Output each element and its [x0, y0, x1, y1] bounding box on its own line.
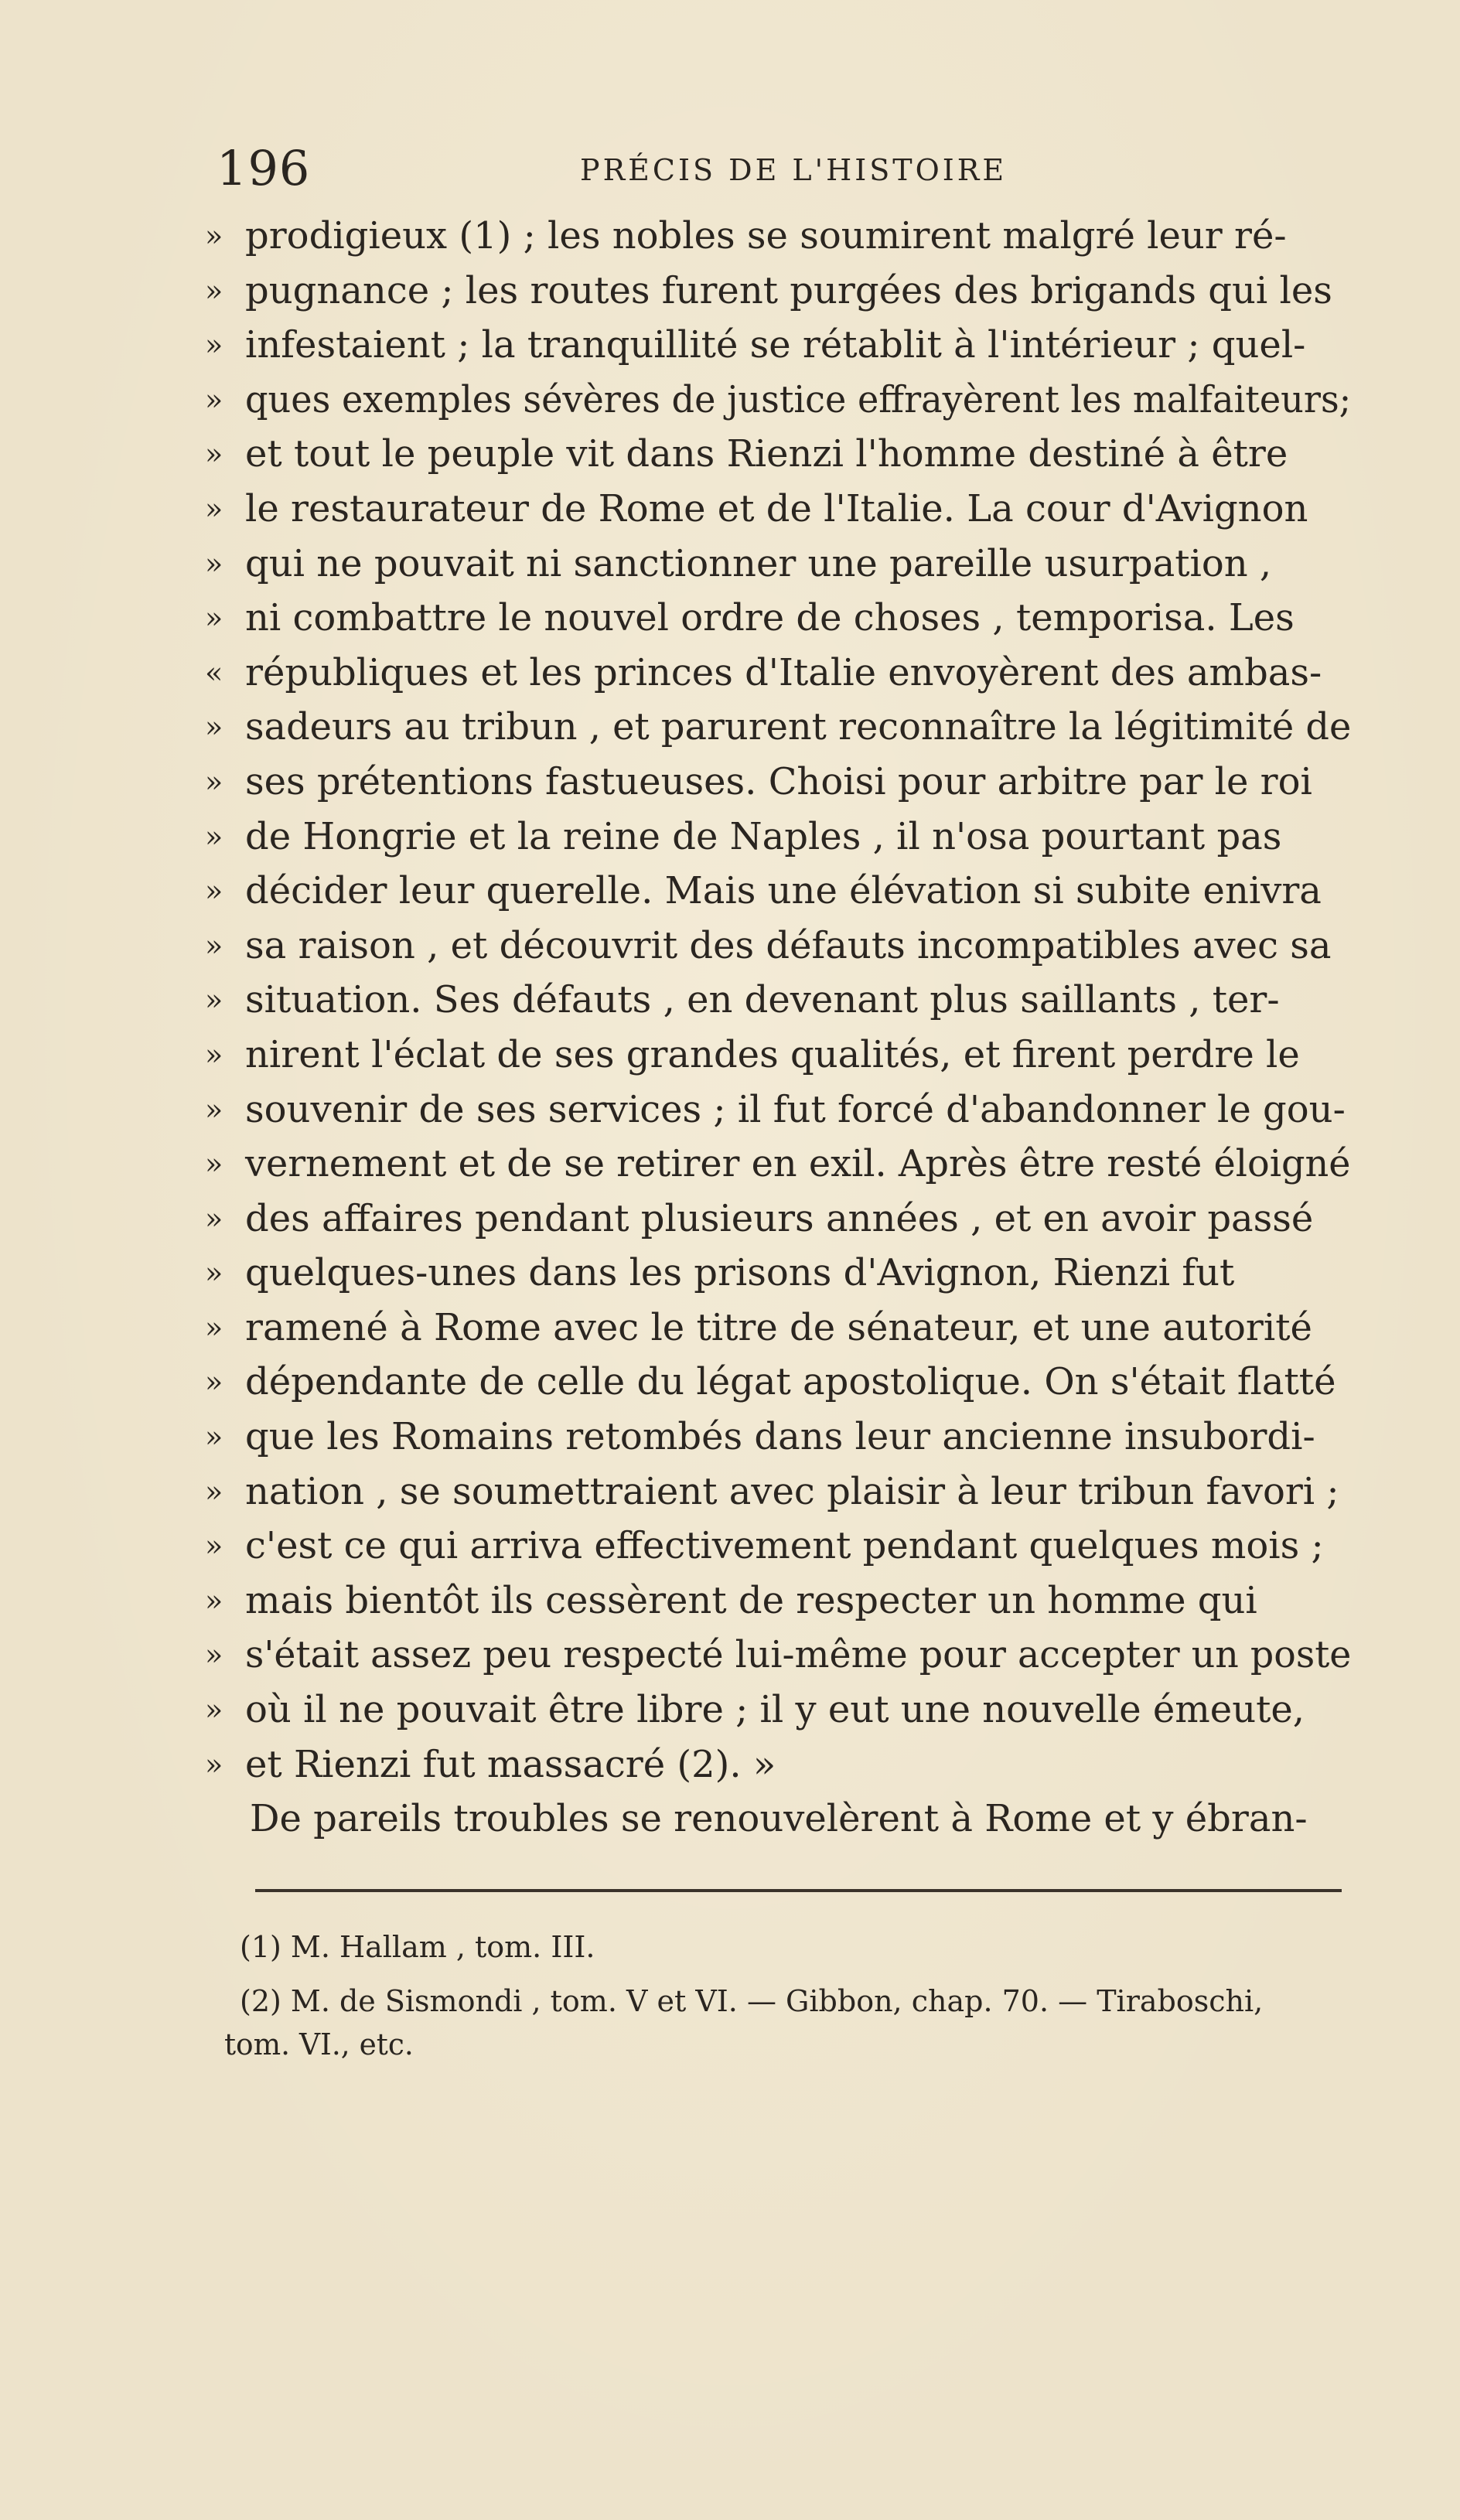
line-text: que les Romains retombés dans leur ancienne insubordi- [245, 1415, 1315, 1459]
line-text: qui ne pouvait ni sanctionner une pareille usurpation , [245, 541, 1272, 585]
text-line [205, 1301, 1349, 1355]
paragraph-start-line [205, 1792, 1349, 1847]
text-line [205, 1028, 1349, 1083]
line-text: dépendante de celle du légat apostolique. On s'était flatté [245, 1360, 1336, 1404]
text-line [205, 1683, 1349, 1737]
line-text: ramené à Rome avec le titre de sénateur, et une autorité [245, 1305, 1312, 1349]
quote-mark: » [205, 764, 223, 799]
text-line [205, 427, 1349, 482]
text-line [205, 1355, 1349, 1410]
quote-mark: » [205, 491, 223, 526]
text-line [205, 1465, 1349, 1519]
line-text: sa raison , et découvrit des défauts incompatibles avec sa [245, 923, 1332, 967]
line-text: des affaires pendant plusieurs années , et en avoir passé [245, 1196, 1314, 1240]
line-text: où il ne pouvait être libre ; il y eut une nouvelle émeute, [245, 1688, 1305, 1732]
text-line [205, 1246, 1349, 1301]
line-text: républiques et les princes d'Italie envoyèrent des ambas- [245, 650, 1322, 694]
line-text: pugnance ; les routes furent purgées des brigands qui les [245, 268, 1332, 312]
footnote-2-continued: tom. VI., etc. [224, 2027, 414, 2061]
quote-mark: » [205, 1310, 223, 1345]
quote-mark: » [205, 928, 223, 963]
quote-mark: » [205, 874, 223, 909]
quote-mark: » [205, 1256, 223, 1291]
text-line [205, 1628, 1352, 1683]
text-line [205, 646, 1349, 701]
footnote-rule [255, 1889, 1342, 1892]
line-text: nation , se soumettraient avec plaisir à leur tribun favori ; [245, 1469, 1339, 1513]
line-text: c'est ce qui arriva effectivement pendant quelques mois ; [245, 1524, 1324, 1568]
text-line [205, 591, 1349, 646]
line-text: ses prétentions fastueuses. Choisi pour arbitre par le roi [245, 759, 1312, 803]
quote-mark: » [205, 1583, 223, 1618]
running-title: PRÉCIS DE L'HISTOIRE [580, 153, 1008, 187]
text-line [205, 1410, 1349, 1465]
text-line [205, 537, 1349, 592]
text-line [205, 919, 1349, 974]
body-text [205, 209, 1352, 1847]
page-number: 196 [217, 140, 311, 196]
text-line [205, 482, 1349, 537]
line-text: De pareils troubles se renouvelèrent à Rome et y ébran- [250, 1797, 1308, 1841]
line-text: ques exemples sévères de justice effrayèrent les malfaiteurs; [245, 377, 1352, 421]
text-line [205, 700, 1352, 755]
line-text: ni combattre le nouvel ordre de choses , temporisa. Les [245, 596, 1295, 640]
text-line [205, 1137, 1349, 1192]
line-text: quelques-unes dans les prisons d'Avignon, Rienzi fut [245, 1251, 1235, 1295]
text-line [205, 318, 1349, 373]
quote-mark: « [205, 655, 223, 690]
line-text: sadeurs au tribun , et parurent reconnaître la légitimité de [245, 705, 1352, 749]
quote-mark: » [205, 437, 223, 472]
text-line [205, 209, 1349, 264]
line-text: infestaient ; la tranquillité se rétablit à l'intérieur ; quel- [245, 323, 1306, 367]
quote-mark: » [205, 1420, 223, 1454]
line-text: vernement et de se retirer en exil. Après être resté éloigné [245, 1142, 1351, 1186]
text-line [205, 755, 1349, 810]
line-text: nirent l'éclat de ses grandes qualités, et firent perdre le [245, 1032, 1300, 1076]
quote-mark: » [205, 1037, 223, 1072]
quote-mark: » [205, 1365, 223, 1400]
quote-mark: » [205, 1529, 223, 1563]
line-text: et Rienzi fut massacré (2). » [245, 1742, 776, 1786]
quote-mark: » [205, 219, 223, 253]
quote-mark: » [205, 601, 223, 636]
text-line [205, 864, 1349, 919]
quote-mark: » [205, 1638, 223, 1673]
text-line [205, 810, 1349, 864]
line-text: s'était assez peu respecté lui-même pour accepter un poste [245, 1633, 1352, 1677]
line-text: décider leur querelle. Mais une élévation si subite enivra [245, 869, 1322, 913]
text-line [205, 1737, 1349, 1792]
quote-mark: » [205, 1474, 223, 1509]
line-text: prodigieux (1) ; les nobles se soumirent malgré leur ré- [245, 214, 1287, 257]
text-line [205, 1083, 1349, 1137]
text-line [205, 1574, 1349, 1628]
quote-mark: » [205, 273, 223, 308]
line-text: souvenir de ses services ; il fut forcé d'abandonner le gou- [245, 1087, 1346, 1131]
line-text: mais bientôt ils cessèrent de respecter un homme qui [245, 1578, 1257, 1622]
text-line [205, 373, 1352, 428]
text-line [205, 1519, 1349, 1574]
quote-mark: » [205, 382, 223, 417]
text-line [205, 973, 1349, 1028]
quote-mark: » [205, 1201, 223, 1236]
text-line [205, 1192, 1349, 1246]
line-text: de Hongrie et la reine de Naples , il n'osa pourtant pas [245, 814, 1282, 858]
footnote-1: (1) M. Hallam , tom. III. [240, 1930, 595, 1964]
footnotes [224, 1925, 1353, 2066]
footnote-2: (2) M. de Sismondi , tom. V et VI. — Gibbon, chap. 70. — Tiraboschi, [240, 1984, 1264, 2018]
page-header [217, 138, 1253, 199]
quote-mark: » [205, 983, 223, 1018]
line-text: le restaurateur de Rome et de l'Italie. La cour d'Avignon [245, 486, 1308, 530]
quote-mark: » [205, 1693, 223, 1727]
text-line [205, 264, 1349, 319]
quote-mark: » [205, 710, 223, 745]
quote-mark: » [205, 1147, 223, 1182]
line-text: et tout le peuple vit dans Rienzi l'homme destiné à être [245, 432, 1288, 476]
quote-mark: » [205, 1092, 223, 1127]
quote-mark: » [205, 546, 223, 581]
quote-mark: » [205, 328, 223, 363]
line-text: situation. Ses défauts , en devenant plus saillants , ter- [245, 978, 1280, 1022]
quote-mark: » [205, 819, 223, 854]
quote-mark: » [205, 1747, 223, 1782]
